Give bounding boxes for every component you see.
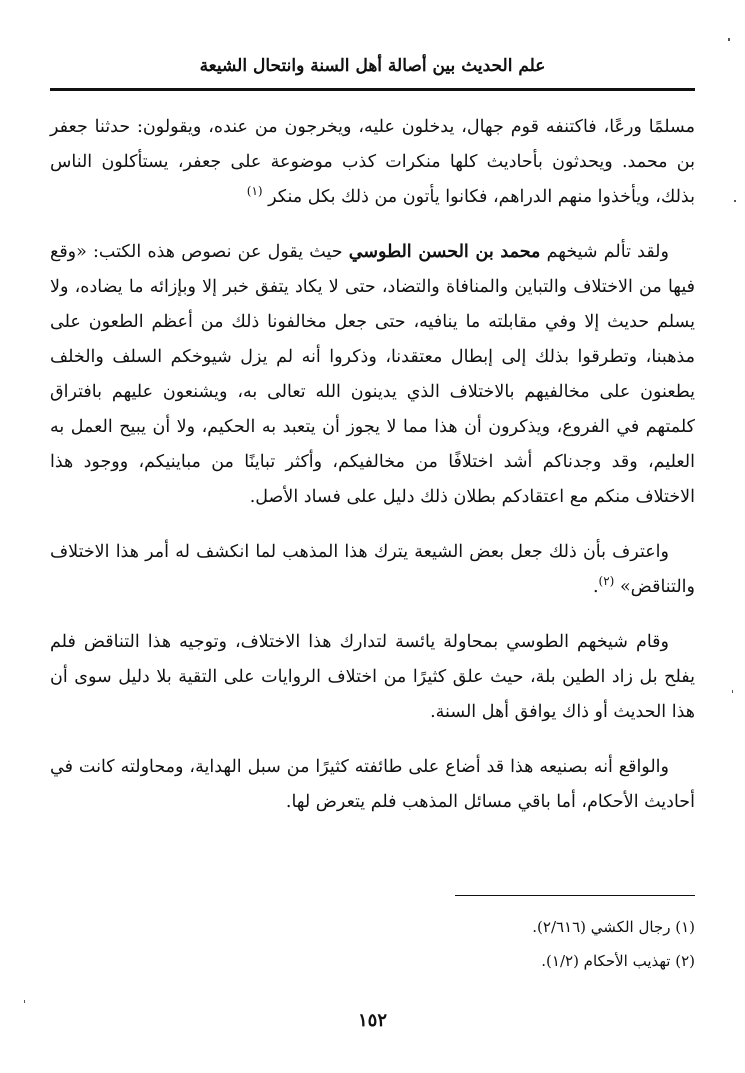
paragraph-3-end: . bbox=[592, 577, 599, 597]
footnote-2: (٢) تهذيب الأحكام (١/٢). bbox=[541, 952, 695, 970]
scholar-name: محمد بن الحسن الطوسي bbox=[348, 242, 541, 262]
scan-speck bbox=[24, 1000, 25, 1003]
page-number: ١٥٢ bbox=[357, 1010, 387, 1031]
body-text bbox=[50, 110, 695, 820]
footnote-rule bbox=[455, 895, 695, 896]
scan-speck bbox=[734, 200, 736, 202]
paragraph-4 bbox=[50, 625, 695, 730]
scan-speck bbox=[732, 690, 733, 693]
scan-speck bbox=[728, 38, 730, 41]
paragraph-5 bbox=[50, 750, 695, 820]
header-rule bbox=[50, 88, 695, 91]
paragraph-3-text: واعترف بأن ذلك جعل بعض الشيعة يترك هذا المذهب لما انكشف له أمر هذا الاختلاف والتناقض» bbox=[50, 542, 695, 597]
footnote-ref-1: (١) bbox=[246, 184, 263, 199]
paragraph-5-text: والواقع أنه بصنيعه هذا قد أضاع على طائفته كثيرًا من سبل الهداية، ومحاولته كانت في أحاديث الأحكام، أما باقي مسائل المذهب فلم يتعرض لها. bbox=[50, 757, 695, 812]
paragraph-2 bbox=[50, 235, 695, 515]
paragraph-1-text: مسلمًا ورعًا، فاكتنفه قوم جهال، يدخلون عليه، ويخرجون من عنده، ويقولون: حدثنا جعفر بن محمد. ويحدثون بأحاديث كلها منكرات كذب موضوعة على جعفر، يستأكلون الناس بذلك، ويأخذوا منهم الدراهم، فكانوا يأتون من ذلك بكل منكر bbox=[50, 117, 695, 207]
running-header: علم الحديث بين أصالة أهل السنة وانتحال الشيعة bbox=[199, 56, 546, 76]
paragraph-2-text: حيث يقول عن نصوص هذه الكتب: «وقع فيها من الاختلاف والتباين والمنافاة والتضاد، حتى لا يكاد يتفق خبر إلا وبإزائه ما يضاده، ولا يسلم حديث إلا وفي مقابلته ما ينافيه، حتى جعل مخالفونا ذلك من أعظم الطعون على مذهبنا، وتطرقوا بذلك إلى إبطال معتقدنا، وذكروا أنه لم يزل شيوخكم السلف والخلف يطعنون على مخالفيهم بالاختلاف الذي يدينون الله تعالى به، ويشنعون عليهم بافتراق كلمتهم في الفروع، ويذكرون أن هذا مما لا يجوز أن يتعبد به الحكيم، ولا أن يبيح العمل به العليم، وقد وجدناكم أشد اختلافًا من مخالفيكم، وأكثر تباينًا من مباينيكم، ووجود هذا الاختلاف منكم مع اعتقادكم بطلان ذلك دليل على فساد الأصل. bbox=[50, 242, 695, 507]
paragraph-2-lead: ولقد تألم شيخهم bbox=[546, 242, 669, 262]
paragraph-3 bbox=[50, 535, 695, 605]
paragraph-4-text: وقام شيخهم الطوسي بمحاولة يائسة لتدارك هذا الاختلاف، وتوجيه هذا التناقض فلم يفلح بل زاد الطين بلة، حيث علق كثيرًا من اختلاف الروايات على التقية بلا دليل سوى أن هذا الحديث أو ذاك يوافق أهل السنة. bbox=[50, 632, 695, 722]
footnote-1: (١) رجال الكشي (٢/٦١٦). bbox=[532, 918, 695, 936]
footnote-ref-2: (٢) bbox=[598, 574, 615, 589]
footnotes bbox=[50, 910, 695, 978]
paragraph-1 bbox=[50, 110, 695, 215]
